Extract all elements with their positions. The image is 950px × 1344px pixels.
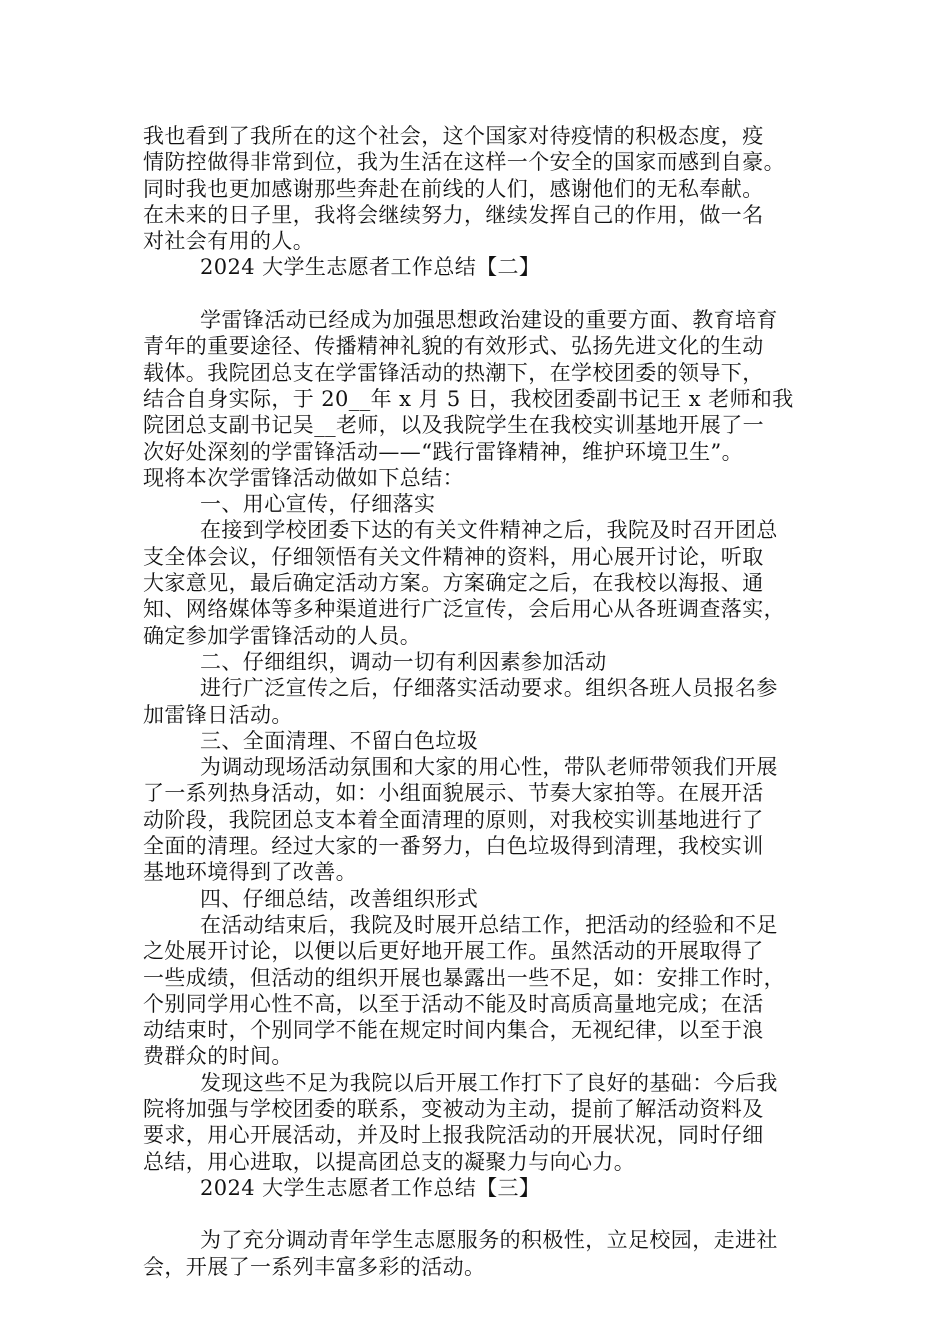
text-line: 为调动现场活动氛围和大家的用心性，带队老师带领我们开展 (200, 755, 778, 780)
text-line: 院将加强与学校团委的联系，变被动为主动，提前了解活动资料及 (143, 1096, 764, 1121)
subheading: 二、仔细组织，调动一切有利因素参加活动 (200, 649, 607, 674)
text-line: 一些成绩，但活动的组织开展也暴露出一些不足，如：安排工作时， (143, 965, 785, 990)
section-heading: 2024 大学生志愿者工作总结【二】 (200, 255, 541, 280)
paragraph-gap (143, 1201, 833, 1227)
text-line: 知、网络媒体等多种渠道进行广泛宣传，会后用心从各班调查落实， (143, 597, 785, 622)
subheading: 三、全面清理、不留白色垃圾 (200, 728, 479, 753)
subheading: 一、用心宣传，仔细落实 (200, 492, 436, 517)
text-line: 进行广泛宣传之后，仔细落实活动要求。组织各班人员报名参 (200, 676, 778, 701)
text-line: 了一系列热身活动，如：小组面貌展示、节奏大家拍等。在展开活 (143, 781, 764, 806)
text-line: 结合自身实际，于 20__年 x 月 5 日，我校团委副书记王 x 老师和我 (143, 386, 794, 411)
document-page (143, 123, 833, 1280)
text-line: 学雷锋活动已经成为加强思想政治建设的重要方面、教育培育 (200, 308, 778, 333)
text-line: 要求，用心开展活动，并及时上报我院活动的开展状况，同时仔细 (143, 1123, 764, 1148)
text-line: 动阶段，我院团总支本着全面清理的原则，对我校实训基地进行了 (143, 807, 764, 832)
text-line: 我也看到了我所在的这个社会，这个国家对待疫情的积极态度，疫 (143, 124, 764, 148)
text-line: 院团总支副书记吴__老师，以及我院学生在我校实训基地开展了一 (143, 413, 764, 438)
text-line: 费群众的时间。 (143, 1044, 293, 1069)
text-line: 大家意见，最后确定活动方案。方案确定之后，在我校以海报、通 (143, 571, 764, 596)
text-line: 全面的清理。经过大家的一番努力，白色垃圾得到清理，我校实训 (143, 834, 764, 859)
text-line: 总结，用心进取，以提高团总支的凝聚力与向心力。 (143, 1149, 636, 1174)
text-line: 现将本次学雷锋活动做如下总结： (143, 465, 464, 490)
text-line: 动结束时，个别同学不能在规定时间内集合，无视纪律，以至于浪 (143, 1018, 764, 1043)
text-line: 为了充分调动青年学生志愿服务的积极性，立足校园，走进社 (200, 1228, 778, 1253)
text-line: 加雷锋日活动。 (143, 702, 293, 727)
section-heading: 2024 大学生志愿者工作总结【三】 (200, 1175, 541, 1200)
text-line: 载体。我院团总支在学雷锋活动的热潮下，在学校团委的领导下， (143, 360, 764, 385)
text-line: 基地环境得到了改善。 (143, 860, 357, 885)
text-line: 确定参加学雷锋活动的人员。 (143, 623, 422, 648)
text-line: 之处展开讨论，以便以后更好地开展工作。虽然活动的开展取得了 (143, 939, 764, 964)
text-line: 会，开展了一系列丰富多彩的活动。 (143, 1254, 486, 1279)
text-line: 同时我也更加感谢那些奔赴在前线的人们，感谢他们的无私奉献。 (143, 176, 764, 201)
text-line: 次好处深刻的学雷锋活动——“践行雷锋精神，维护环境卫生”。 (143, 439, 744, 464)
text-line: 发现这些不足为我院以后开展工作打下了良好的基础：今后我 (200, 1070, 778, 1095)
subheading: 四、仔细总结，改善组织形式 (200, 886, 479, 911)
text-line: 个别同学用心性不高，以至于活动不能及时高质高量地完成；在活 (143, 991, 764, 1016)
text-line: 对社会有用的人。 (143, 229, 315, 254)
text-line: 在活动结束后，我院及时展开总结工作，把活动的经验和不足 (200, 912, 778, 937)
text-line: 青年的重要途径、传播精神礼貌的有效形式、弘扬先进文化的生动 (143, 334, 764, 359)
text-line: 支全体会议，仔细领悟有关文件精神的资料，用心展开讨论，听取 (143, 544, 764, 569)
text-line: 情防控做得非常到位，我为生活在这样一个安全的国家而感到自豪。 (143, 150, 785, 175)
text-line: 在未来的日子里，我将会继续努力，继续发挥自己的作用，做一名 (143, 202, 764, 227)
paragraph-gap (143, 281, 833, 307)
text-line: 在接到学校团委下达的有关文件精神之后，我院及时召开团总 (200, 518, 778, 543)
